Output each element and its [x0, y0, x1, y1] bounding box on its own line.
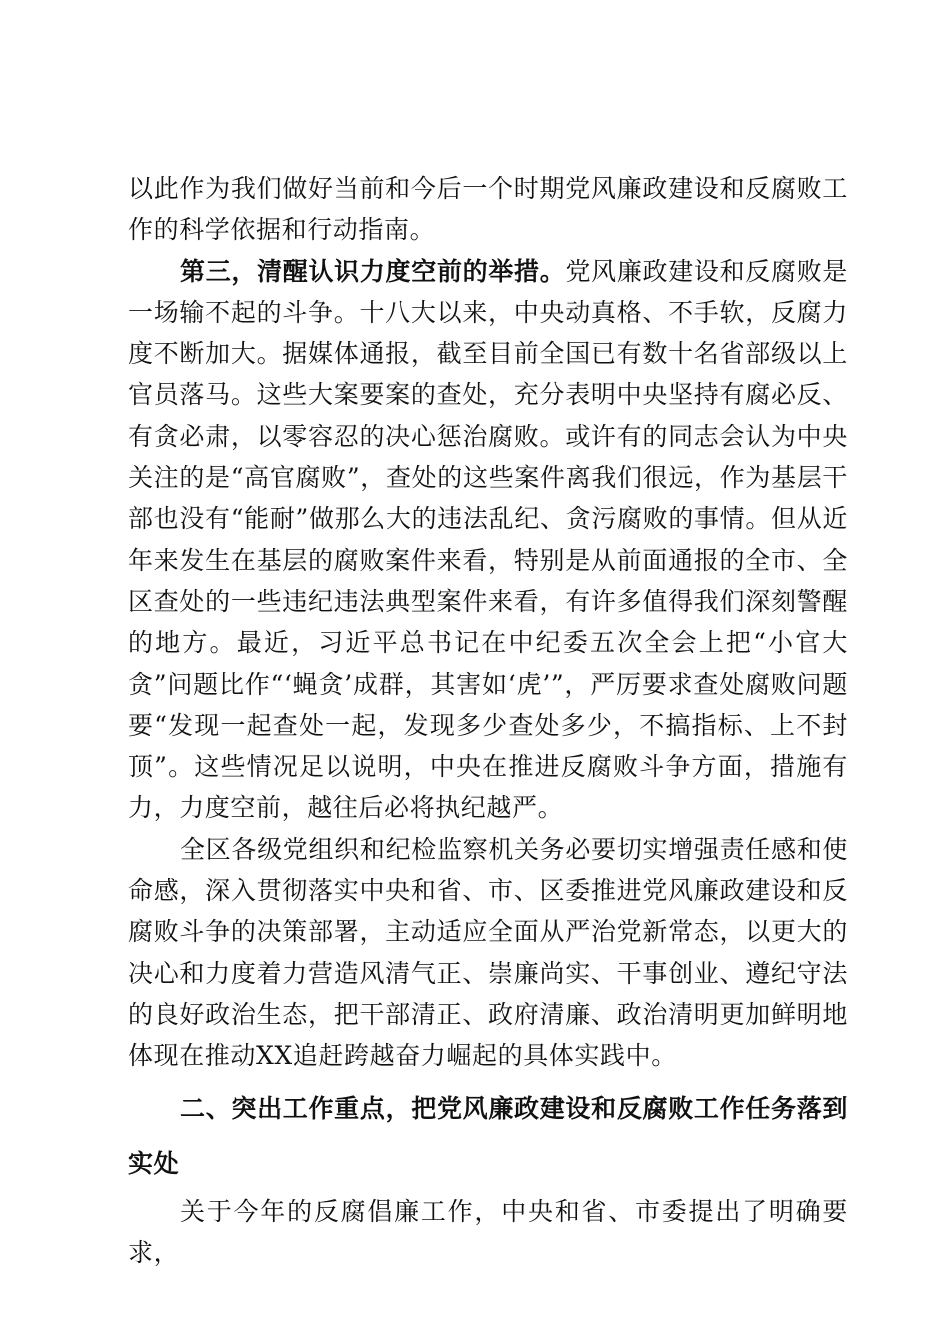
paragraph-third-point — [128, 251, 848, 829]
paragraph-continuation — [128, 168, 848, 251]
document-body — [128, 168, 848, 1273]
paragraph-lead: 第三，清醒认识力度空前的举措。 — [180, 256, 566, 286]
paragraph-district-requirements — [128, 829, 848, 1077]
paragraph-text: 全区各级党组织和纪检监察机关务必要切实增强责任感和使命感，深入贯彻落实中央和省、市、区委推进党风廉政建设和反腐败斗争的决策部署，主动适应全面从严治党新常态，以更大的决心和力度着力营造风清气正、崇廉尚实、干事创业、遵纪守法的良好政治生态，把干部清正、政府清廉、政治清明更加鲜明地体现在推动XX追赶跨越奋力崛起的具体实践中。 — [128, 834, 848, 1071]
paragraph-text: 党风廉政建设和反腐败是一场输不起的斗争。十八大以来，中央动真格、不手软，反腐力度不断加大。据媒体通报，截至目前全国已有数十名省部级以上官员落马。这些大案要案的查处，充分表明中央坚持有腐必反、有贪必肃，以零容忍的决心惩治腐败。或许有的同志会认为中央关注的是“高官腐败”，查处的这些案件离我们很远，作为基层干部也没有“能耐”做那么大的违法乱纪、贪污腐败的事情。但从近年来发生在基层的腐败案件来看，特别是从前面通报的全市、全区查处的一些违纪违法典型案件来看，有许多值得我们深刻警醒的地方。最近，习近平总书记在中纪委五次全会上把“小官大贪”问题比作“‘蝇贪’成群，其害如‘虎’”，严厉要求查处腐败问题要“发现一起查处一起，发现多少查处多少，不搞指标、上不封顶”。这些情况足以说明，中央在推进反腐败斗争方面，措施有力，力度空前，越往后必将执纪越严。 — [128, 256, 848, 823]
paragraph-text: 关于今年的反腐倡廉工作，中央和省、市委提出了明确要求， — [128, 1196, 848, 1267]
section-heading: 二、突出工作重点，把党风廉政建设和反腐败工作任务落到实处 — [128, 1093, 848, 1178]
paragraph-closing — [128, 1191, 848, 1274]
paragraph-text: 以此作为我们做好当前和今后一个时期党风廉政建设和反腐败工作的科学依据和行动指南。 — [128, 174, 848, 245]
